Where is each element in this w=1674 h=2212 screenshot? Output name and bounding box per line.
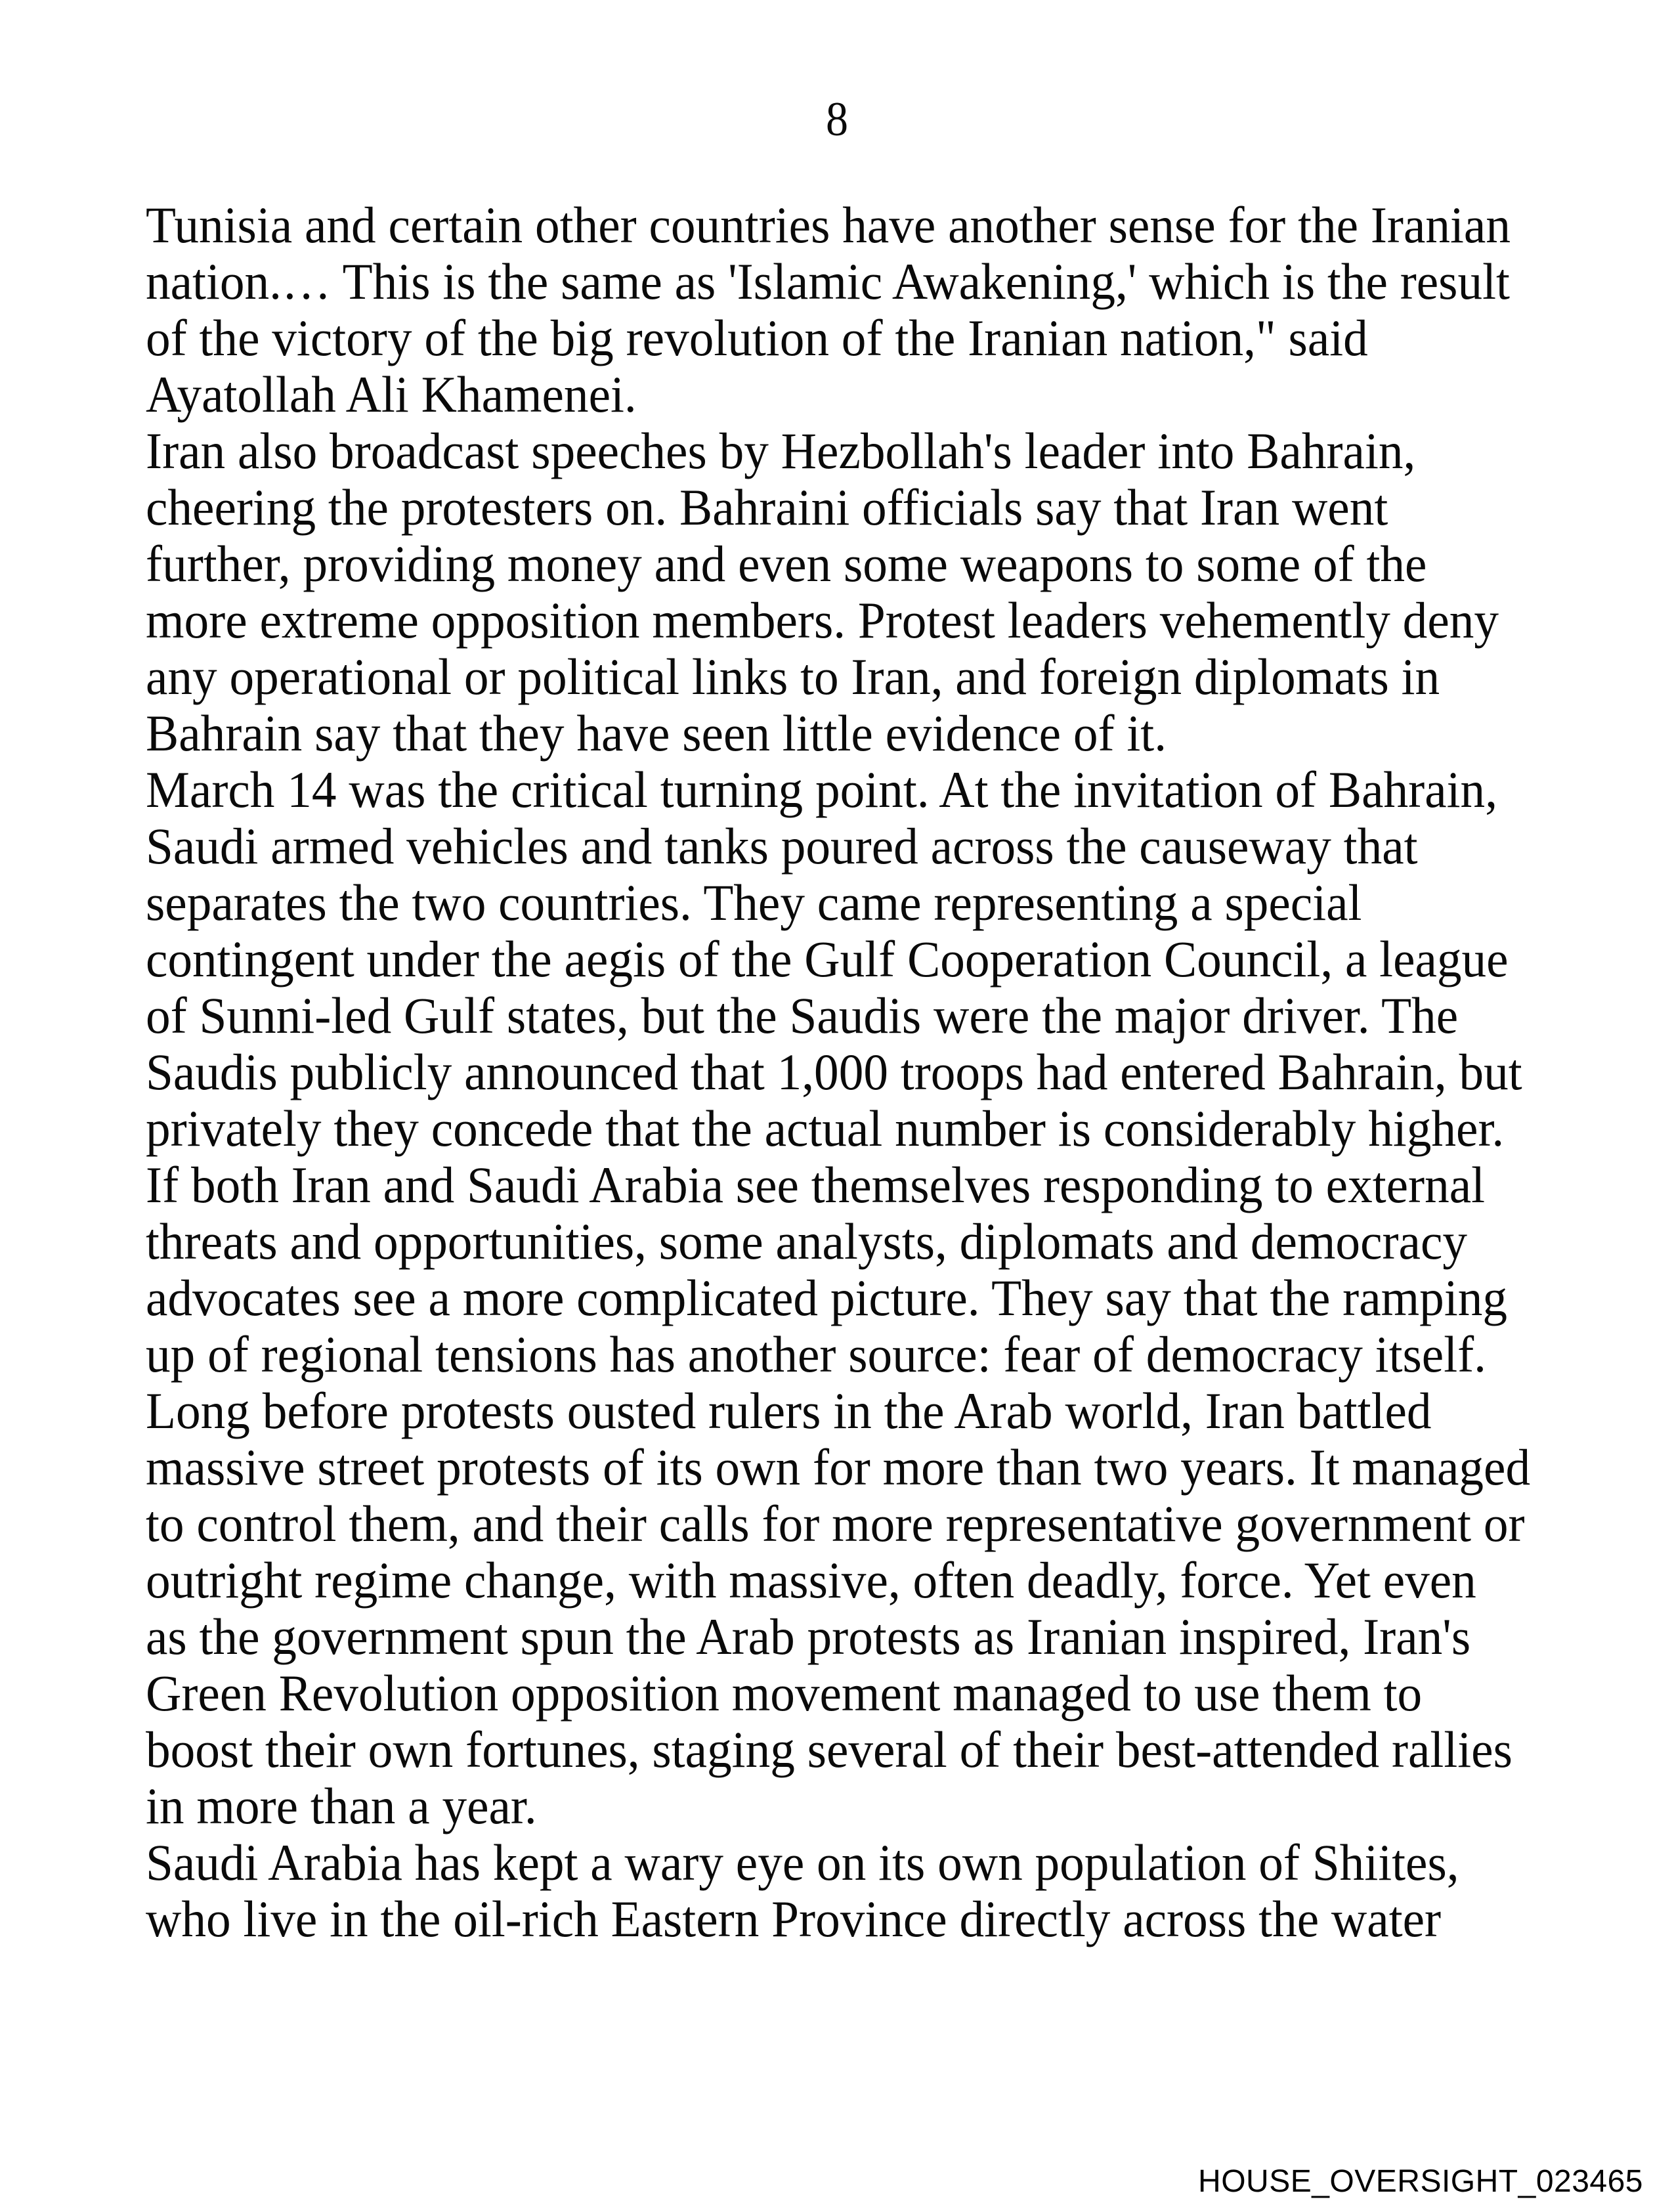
text-line: contingent under the aegis of the Gulf Cooperation Council, a league (146, 930, 1509, 987)
text-line: of the victory of the big revolution of the Iranian nation," said (146, 309, 1368, 366)
paragraph-3 (146, 762, 1551, 1157)
text-line: privately they concede that the actual number is considerably higher. (146, 1100, 1505, 1157)
paragraph-4 (146, 1157, 1551, 1834)
paragraph-5 (146, 1834, 1551, 1947)
text-line: separates the two countries. They came representing a special (146, 874, 1362, 931)
text-line: If both Iran and Saudi Arabia see themselves responding to external (146, 1156, 1486, 1213)
document-body (146, 197, 1551, 1947)
text-line: Saudis publicly announced that 1,000 troops had entered Bahrain, but (146, 1043, 1522, 1100)
paragraph-1 (146, 197, 1551, 423)
text-line: advocates see a more complicated picture. They say that the ramping (146, 1269, 1508, 1326)
text-line: Ayatollah Ali Khamenei. (146, 366, 637, 423)
text-line: nation.… This is the same as 'Islamic Awakening,' which is the result (146, 253, 1510, 310)
text-line: boost their own fortunes, staging several of their best-attended rallies (146, 1721, 1513, 1778)
text-line: outright regime change, with massive, often deadly, force. Yet even (146, 1551, 1476, 1609)
text-line: further, providing money and even some weapons to some of the (146, 535, 1427, 592)
text-line: Iran also broadcast speeches by Hezbollah's leader into Bahrain, (146, 422, 1416, 479)
text-line: of Sunni-led Gulf states, but the Saudis were the major driver. The (146, 987, 1459, 1044)
text-line: who live in the oil-rich Eastern Province directly across the water (146, 1890, 1442, 1947)
text-line: more extreme opposition members. Protest leaders vehemently deny (146, 592, 1499, 649)
text-line: Saudi Arabia has kept a wary eye on its own population of Shiites, (146, 1834, 1459, 1891)
text-line: Green Revolution opposition movement managed to use them to (146, 1664, 1423, 1722)
page-number: 8 (825, 93, 849, 146)
text-line: threats and opportunities, some analysts, diplomats and democracy (146, 1213, 1468, 1270)
text-line: Bahrain say that they have seen little evidence of it. (146, 705, 1167, 762)
text-line: to control them, and their calls for more representative government or (146, 1495, 1525, 1552)
text-line: massive street protests of its own for more than two years. It managed (146, 1439, 1531, 1496)
text-line: up of regional tensions has another source: fear of democracy itself. (146, 1326, 1487, 1383)
text-line: as the government spun the Arab protests as Iranian inspired, Iran's (146, 1608, 1471, 1665)
text-line: any operational or political links to Iran, and foreign diplomats in (146, 648, 1440, 705)
text-line: March 14 was the critical turning point. At the invitation of Bahrain, (146, 761, 1498, 818)
paragraph-2 (146, 423, 1551, 762)
bates-number: HOUSE_OVERSIGHT_023465 (1198, 2164, 1643, 2199)
text-line: Long before protests ousted rulers in the Arab world, Iran battled (146, 1382, 1432, 1439)
text-line: Tunisia and certain other countries have another sense for the Iranian (146, 196, 1511, 253)
text-line: Saudi armed vehicles and tanks poured across the causeway that (146, 817, 1418, 875)
text-line: cheering the protesters on. Bahraini officials say that Iran went (146, 479, 1388, 536)
text-line: in more than a year. (146, 1777, 537, 1834)
